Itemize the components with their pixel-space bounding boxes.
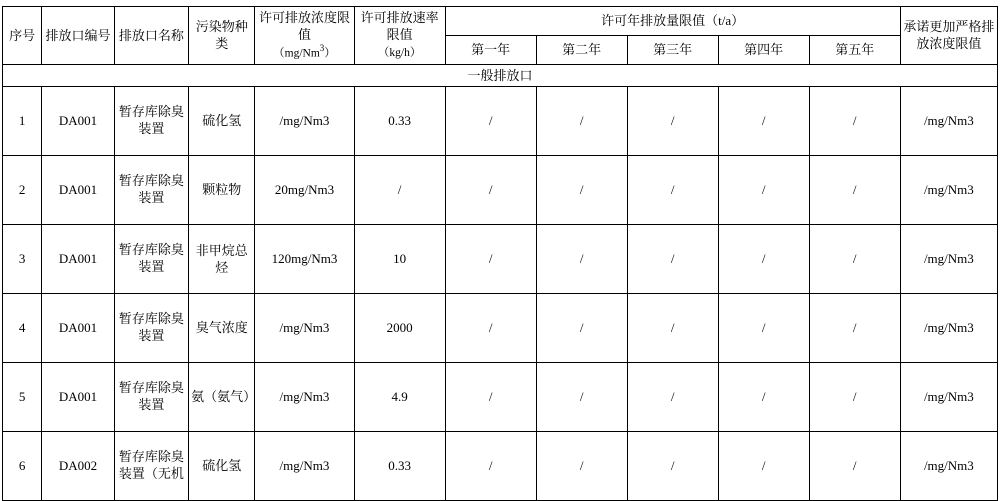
cell-pollutant: 非甲烷总烃: [189, 224, 255, 293]
cell-year-3: /: [627, 293, 718, 362]
cell-year-1: /: [445, 224, 536, 293]
header-concentration-unit-close: ）: [324, 47, 336, 60]
cell-year-5: /: [809, 224, 900, 293]
cell-year-3: /: [627, 431, 718, 500]
cell-promise: /mg/Nm3: [900, 86, 997, 155]
cell-outlet-code: DA001: [42, 362, 114, 431]
cell-promise: /mg/Nm3: [900, 293, 997, 362]
section-title: 一般排放口: [3, 64, 998, 86]
cell-outlet-name: 暂存库除臭装置: [114, 362, 188, 431]
cell-year-4: /: [718, 293, 809, 362]
cell-outlet-name: 暂存库除臭装置: [114, 224, 188, 293]
cell-seq: 5: [3, 362, 42, 431]
cell-rate: /: [354, 155, 445, 224]
cell-promise: /mg/Nm3: [900, 224, 997, 293]
cell-seq: 6: [3, 431, 42, 500]
cell-year-4: /: [718, 86, 809, 155]
cell-year-1: /: [445, 431, 536, 500]
cell-pollutant: 硫化氢: [189, 431, 255, 500]
cell-rate: 4.9: [354, 362, 445, 431]
cell-year-3: /: [627, 86, 718, 155]
cell-concentration: 20mg/Nm3: [255, 155, 354, 224]
header-year-1: 第一年: [445, 35, 536, 64]
cell-outlet-name: 暂存库除臭装置: [114, 293, 188, 362]
cell-outlet-name: 暂存库除臭装置: [114, 86, 188, 155]
cell-year-4: /: [718, 362, 809, 431]
cell-outlet-name: 暂存库除臭装置: [114, 155, 188, 224]
cell-pollutant: 硫化氢: [189, 86, 255, 155]
cell-year-2: /: [536, 224, 627, 293]
cell-year-2: /: [536, 431, 627, 500]
cell-year-3: /: [627, 224, 718, 293]
emission-permit-table: [2, 6, 998, 501]
cell-year-4: /: [718, 431, 809, 500]
table-row: [3, 431, 998, 500]
cell-year-2: /: [536, 86, 627, 155]
cell-year-1: /: [445, 362, 536, 431]
header-year-2: 第二年: [536, 35, 627, 64]
table-row: [3, 155, 998, 224]
table-row: [3, 362, 998, 431]
cell-concentration: /mg/Nm3: [255, 86, 354, 155]
cell-promise: /mg/Nm3: [900, 362, 997, 431]
cell-rate: 0.33: [354, 86, 445, 155]
cell-year-3: /: [627, 155, 718, 224]
cell-year-1: /: [445, 155, 536, 224]
cell-year-5: /: [809, 431, 900, 500]
table-row: [3, 86, 998, 155]
cell-outlet-code: DA001: [42, 86, 114, 155]
cell-year-5: /: [809, 155, 900, 224]
cell-year-1: /: [445, 293, 536, 362]
cell-pollutant: 氨（氨气）: [189, 362, 255, 431]
header-concentration-limit-text: 许可排放浓度限值: [258, 10, 350, 43]
header-rate-limit-text: 许可排放速率限值: [360, 10, 439, 43]
header-seq: 序号: [3, 7, 42, 65]
cell-year-5: /: [809, 362, 900, 431]
cell-pollutant: 颗粒物: [189, 155, 255, 224]
cell-outlet-code: DA001: [42, 224, 114, 293]
header-concentration-unit-sup: 3: [319, 43, 325, 54]
cell-outlet-code: DA001: [42, 293, 114, 362]
header-concentration-unit-open: （mg/Nm: [273, 47, 320, 60]
header-outlet-code: 排放口编号: [42, 7, 114, 65]
cell-seq: 3: [3, 224, 42, 293]
cell-promise: /mg/Nm3: [900, 431, 997, 500]
header-concentration-limit: [255, 7, 354, 65]
cell-year-3: /: [627, 362, 718, 431]
cell-concentration: /mg/Nm3: [255, 362, 354, 431]
header-rate-limit-unit: （kg/h）: [377, 47, 422, 60]
cell-concentration: /mg/Nm3: [255, 431, 354, 500]
cell-year-4: /: [718, 155, 809, 224]
header-promise-limit: 承诺更加严格排放浓度限值: [900, 7, 997, 65]
cell-outlet-code: DA002: [42, 431, 114, 500]
cell-seq: 4: [3, 293, 42, 362]
table-header-row-1: [3, 7, 998, 36]
cell-year-5: /: [809, 86, 900, 155]
cell-year-4: /: [718, 224, 809, 293]
cell-outlet-code: DA001: [42, 155, 114, 224]
table-row: [3, 224, 998, 293]
header-year-3: 第三年: [627, 35, 718, 64]
cell-rate: 10: [354, 224, 445, 293]
cell-rate: 0.33: [354, 431, 445, 500]
cell-promise: /mg/Nm3: [900, 155, 997, 224]
header-annual-limit-group: 许可年排放量限值（t/a）: [445, 7, 900, 36]
header-year-4: 第四年: [718, 35, 809, 64]
cell-year-1: /: [445, 86, 536, 155]
cell-year-2: /: [536, 293, 627, 362]
header-year-5: 第五年: [809, 35, 900, 64]
cell-year-5: /: [809, 293, 900, 362]
cell-outlet-name: 暂存库除臭装置（无机: [114, 431, 188, 500]
cell-seq: 2: [3, 155, 42, 224]
cell-year-2: /: [536, 362, 627, 431]
header-outlet-name: 排放口名称: [114, 7, 188, 65]
cell-concentration: 120mg/Nm3: [255, 224, 354, 293]
section-header-row: [3, 64, 998, 86]
header-pollutant: 污染物种类: [189, 7, 255, 65]
table-row: [3, 293, 998, 362]
cell-seq: 1: [3, 86, 42, 155]
cell-pollutant: 臭气浓度: [189, 293, 255, 362]
cell-rate: 2000: [354, 293, 445, 362]
header-rate-limit: [354, 7, 445, 65]
cell-year-2: /: [536, 155, 627, 224]
cell-concentration: /mg/Nm3: [255, 293, 354, 362]
